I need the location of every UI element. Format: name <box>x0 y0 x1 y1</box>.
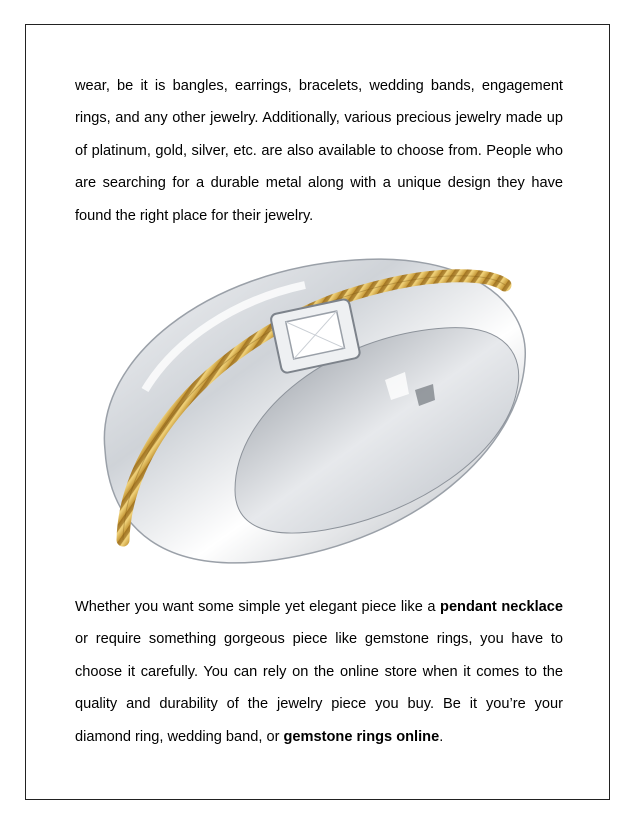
paragraph-2-part-1: Whether you want some simple yet elegant piece like a <box>75 599 441 615</box>
paragraph-2 <box>75 591 563 753</box>
paragraph-2-part-2: or require something gorgeous piece like gemstone rings, you have to choose it carefully. You can rely on the online store when it comes to the quality and durability of the jewelry piece you buy. Be it you’re your diamond ring, wedding band, or <box>75 631 563 745</box>
pendant-necklace-link[interactable]: pendant necklace <box>440 599 563 615</box>
paragraph-1 <box>75 70 563 232</box>
paragraph-2-part-3: . <box>439 728 444 745</box>
gemstone-rings-online-link[interactable]: gemstone rings online <box>283 728 440 745</box>
paragraph-1-text: wear, be it is bangles, earrings, bracelets, wedding bands, engagement rings, and any other jewelry. Additionally, various precious jewelry made up of platinum, gold, silver, etc. are also available to choose from. People who are searching for a durable metal along with a unique design they have found the right place for their jewelry. <box>75 78 563 224</box>
ring-image <box>85 240 535 570</box>
